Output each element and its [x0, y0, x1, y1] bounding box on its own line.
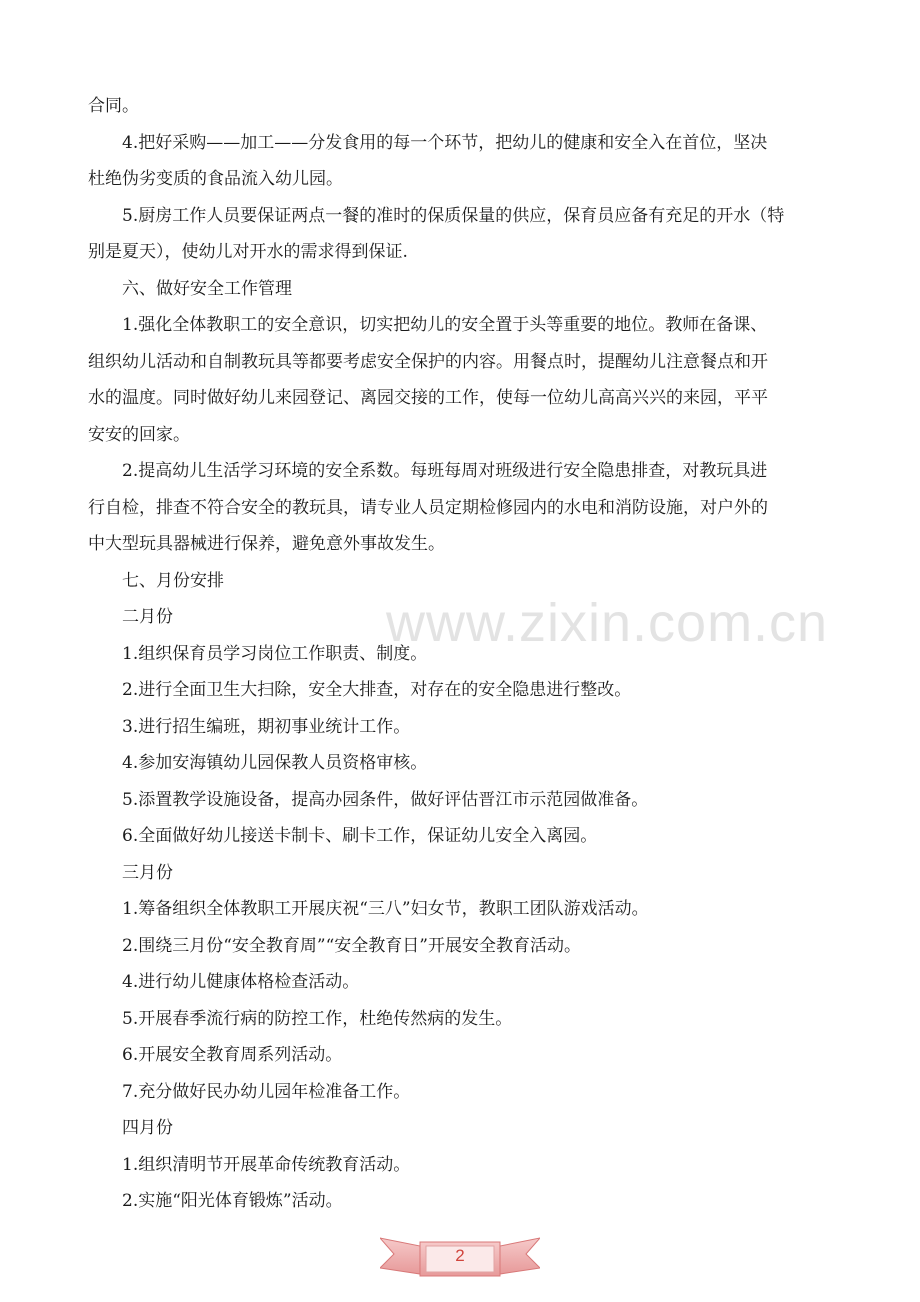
text-line: 4.把好采购——加工——分发食用的每一个环节，把幼儿的健康和安全入在首位，坚决	[122, 132, 768, 153]
page-number: 2	[455, 1246, 465, 1265]
text-line: 三月份	[122, 862, 173, 883]
text-line: 2.实施“阳光体育锻炼”活动。	[122, 1191, 343, 1211]
text-line: 4.进行幼儿健康体格检查活动。	[122, 972, 360, 992]
text-line: 5.开展春季流行病的防控工作，杜绝传然病的发生。	[122, 1008, 513, 1029]
text-line: 二月份	[122, 607, 173, 627]
text-line: 6.开展安全教育周系列活动。	[122, 1045, 343, 1065]
text-line: 四月份	[122, 1118, 173, 1138]
page-footer	[380, 1234, 540, 1284]
text-line: 行自检，排查不符合安全的教玩具，请专业人员定期检修园内的水电和消防设施，对户外的	[88, 497, 768, 518]
text-line: 1.强化全体教职工的安全意识，切实把幼儿的安全置于头等重要的地位。教师在备课、	[122, 315, 768, 335]
watermark: www.zixin.com.cn	[386, 593, 829, 653]
text-line: 中大型玩具器械进行保养，避免意外事故发生。	[88, 534, 445, 554]
text-line: 6.全面做好幼儿接送卡制卡、刷卡工作，保证幼儿安全入离园。	[122, 826, 598, 846]
text-line: 5.厨房工作人员要保证两点一餐的准时的保质保量的供应，保育员应备有充足的开水（特	[122, 205, 785, 226]
text-line: 4.参加安海镇幼儿园保教人员资格审核。	[122, 753, 428, 773]
text-line: 水的温度。同时做好幼儿来园登记、离园交接的工作，使每一位幼儿高高兴兴的来园，平平	[88, 388, 768, 408]
text-line: 2.进行全面卫生大扫除，安全大排查，对存在的安全隐患进行整改。	[122, 680, 632, 700]
text-line: 1.组织保育员学习岗位工作职责、制度。	[122, 643, 428, 664]
text-line: 安安的回家。	[88, 424, 190, 445]
text-line: 1.组织清明节开展革命传统教育活动。	[122, 1154, 411, 1175]
text-line: 六、做好安全工作管理	[122, 278, 292, 299]
text-line: 组织幼儿活动和自制教玩具等都要考虑安全保护的内容。用餐点时，提醒幼儿注意餐点和开	[88, 351, 768, 372]
text-line: 5.添置教学设施设备，提高办园条件，做好评估晋江市示范园做准备。	[122, 789, 649, 810]
text-line: 2.提高幼儿生活学习环境的安全系数。每班每周对班级进行安全隐患排查，对教玩具进	[122, 461, 768, 481]
text-line: 七、月份安排	[122, 570, 224, 591]
text-line: 1.筹备组织全体教职工开展庆祝“三八”妇女节，教职工团队游戏活动。	[122, 899, 649, 919]
text-line: 合同。	[88, 96, 139, 116]
text-line: 别是夏天），使幼儿对开水的需求得到保证.	[88, 242, 408, 262]
text-line: 2.围绕三月份“安全教育周”“安全教育日”开展安全教育活动。	[122, 935, 581, 956]
text-line: 3.进行招生编班，期初事业统计工作。	[122, 716, 411, 737]
text-line: 7.充分做好民办幼儿园年检准备工作。	[122, 1081, 411, 1102]
text-line: 杜绝伪劣变质的食品流入幼儿园。	[88, 169, 343, 189]
document-body	[88, 88, 838, 1220]
